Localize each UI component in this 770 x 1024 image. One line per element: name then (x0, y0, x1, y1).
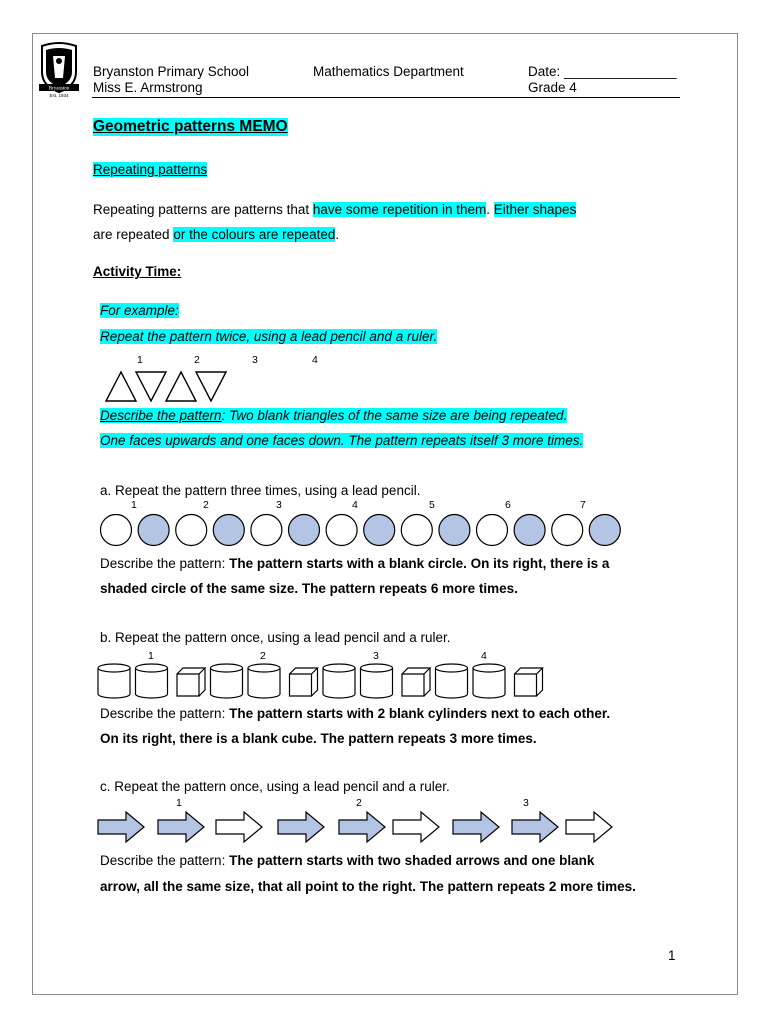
triangle-down-shape (196, 372, 226, 401)
question-b-number: 3 (373, 650, 379, 662)
shaded-arrow-shape (339, 812, 385, 842)
question-a-number: 2 (203, 499, 209, 511)
activity-heading: Activity Time: (93, 264, 182, 279)
question-a-number: 4 (352, 499, 358, 511)
shaded-circle-shape (213, 515, 244, 546)
blank-circle-shape (176, 515, 207, 546)
blank-cylinder-shape (98, 664, 130, 698)
example-describe: Describe the pattern: Two blank triangles of the same size are being repeated. (100, 408, 568, 423)
intro-line-2: are repeated or the colours are repeated. (93, 227, 340, 242)
blank-circle-shape (101, 515, 132, 546)
example-line-1: For example: (100, 303, 179, 318)
question-a-number: 6 (505, 499, 511, 511)
arrow-pattern (98, 810, 618, 844)
shaded-arrow-shape (158, 812, 204, 842)
page-number: 1 (668, 948, 676, 963)
question-a-number: 5 (429, 499, 435, 511)
blank-circle-shape (477, 515, 508, 546)
question-c-answer-1: Describe the pattern: The pattern starts with two shaded arrows and one blank (100, 853, 595, 868)
blank-arrow-shape (566, 812, 612, 842)
blank-cube-shape (402, 668, 430, 696)
intro-line-1: Repeating patterns are patterns that have some repetition in them. Either shapes (93, 202, 577, 217)
shaded-circle-shape (589, 515, 620, 546)
shaded-circle-shape (289, 515, 320, 546)
circle-pattern (100, 513, 620, 547)
blank-circle-shape (401, 515, 432, 546)
svg-text:Bryanston: Bryanston (48, 86, 70, 92)
blank-arrow-shape (216, 812, 262, 842)
shaded-arrow-shape (98, 812, 144, 842)
blank-circle-shape (326, 515, 357, 546)
question-a-answer-2: shaded circle of the same size. The pattern repeats 6 more times. (100, 581, 518, 596)
blank-circle-shape (552, 515, 583, 546)
header-rule (92, 97, 680, 98)
shaded-circle-shape (138, 515, 169, 546)
example-line-2: Repeat the pattern twice, using a lead pencil and a ruler. (100, 329, 438, 344)
school-name: Bryanston Primary School (93, 64, 250, 79)
question-a-number: 7 (580, 499, 586, 511)
blank-cube-shape (515, 668, 543, 696)
question-c-prompt: c. Repeat the pattern once, using a lead pencil and a ruler. (100, 779, 450, 794)
page-title: Geometric patterns MEMO (93, 118, 288, 135)
question-c-answer-2: arrow, all the same size, that all point to the right. The pattern repeats 2 more times. (100, 879, 636, 894)
question-a-number: 3 (276, 499, 282, 511)
shaded-arrow-shape (453, 812, 499, 842)
question-c-number: 2 (356, 797, 362, 809)
shaded-circle-shape (439, 515, 470, 546)
triangle-up-shape (106, 372, 136, 401)
example-triangle-pattern (105, 370, 230, 402)
triangle-down-shape (136, 372, 166, 401)
blank-arrow-shape (393, 812, 439, 842)
blank-cylinder-shape (361, 664, 393, 698)
triangle-up-shape (166, 372, 196, 401)
shaded-circle-shape (364, 515, 395, 546)
blank-cylinder-shape (248, 664, 280, 698)
blank-cylinder-shape (473, 664, 505, 698)
shaded-circle-shape (514, 515, 545, 546)
question-a-answer-1: Describe the pattern: The pattern starts with a blank circle. On its right, there is a (100, 556, 610, 571)
grade: Grade 4 (528, 80, 577, 95)
question-a-prompt: a. Repeat the pattern three times, using a lead pencil. (100, 483, 421, 498)
example-number: 2 (194, 354, 200, 366)
blank-cube-shape (177, 668, 205, 696)
section-heading: Repeating patterns (93, 162, 208, 177)
question-b-answer-2: On its right, there is a blank cube. The pattern repeats 3 more times. (100, 731, 537, 746)
teacher-name: Miss E. Armstrong (93, 80, 203, 95)
school-crest-logo (36, 42, 82, 100)
shaded-arrow-shape (278, 812, 324, 842)
blank-cylinder-shape (211, 664, 243, 698)
shaded-arrow-shape (512, 812, 558, 842)
question-b-prompt: b. Repeat the pattern once, using a lead pencil and a ruler. (100, 630, 451, 645)
blank-cylinder-shape (323, 664, 355, 698)
department: Mathematics Department (313, 64, 464, 79)
blank-cylinder-shape (436, 664, 468, 698)
question-b-answer-1: Describe the pattern: The pattern starts with 2 blank cylinders next to each other. (100, 706, 611, 721)
example-number: 3 (252, 354, 258, 366)
date-label: Date: _______________ (528, 64, 677, 79)
blank-cylinder-shape (136, 664, 168, 698)
svg-text:Est. 1934: Est. 1934 (49, 93, 69, 98)
question-b-number: 2 (260, 650, 266, 662)
question-b-number: 4 (481, 650, 487, 662)
example-number: 1 (137, 354, 143, 366)
cylinder-cube-pattern (98, 662, 548, 698)
blank-cube-shape (290, 668, 318, 696)
example-describe-cont: One faces upwards and one faces down. The pattern repeats itself 3 more times. (100, 433, 584, 448)
blank-circle-shape (251, 515, 282, 546)
example-number: 4 (312, 354, 318, 366)
question-c-number: 1 (176, 797, 182, 809)
question-a-number: 1 (131, 499, 137, 511)
question-b-number: 1 (148, 650, 154, 662)
question-c-number: 3 (523, 797, 529, 809)
